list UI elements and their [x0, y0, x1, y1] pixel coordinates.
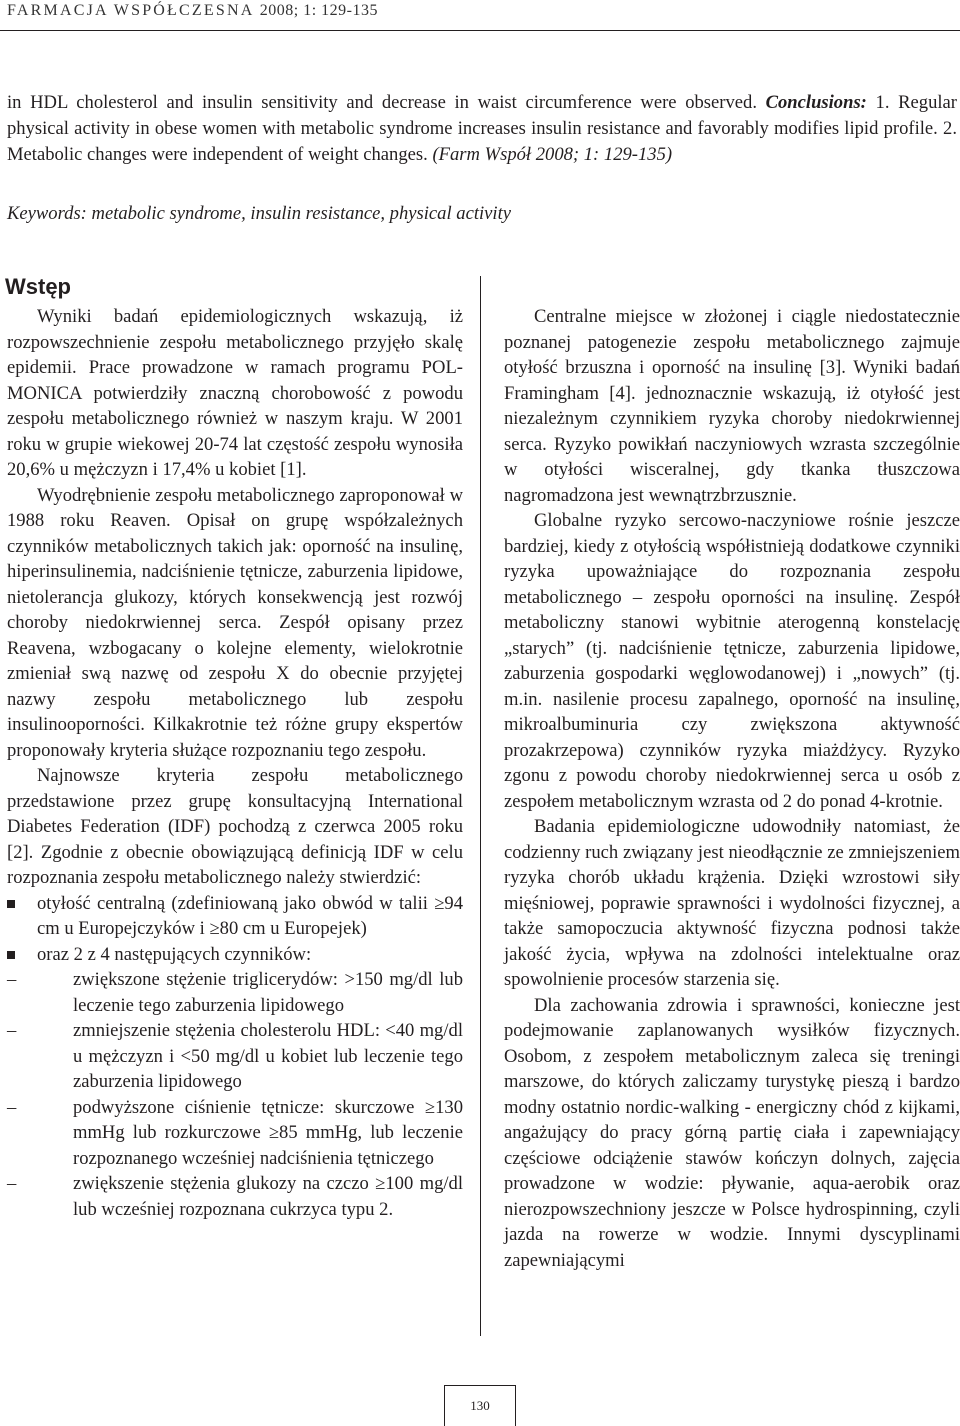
list-item-text: podwyższone ciśnienie tętnicze: skurczowe ≥130 mmHg lub rozkurczowe ≥85 mmHg, lub leczenie rozpoznanego wcześniej nadciśnienia tętniczego [73, 1096, 463, 1169]
square-bullet-icon [7, 951, 15, 959]
list-item-text: zmniejszenie stężenia cholesterolu HDL: <40 mg/dl u mężczyzn i <50 mg/dl u kobiet lub leczenie tego zaburzenia lipidowego [73, 1020, 463, 1092]
left-column [7, 304, 463, 1222]
right-column [504, 304, 960, 1273]
abstract-text [7, 90, 957, 168]
abstract-start: in HDL cholesterol and insulin sensitivity and decrease in waist circumference were observed. [7, 92, 766, 113]
journal-volume: 2008; 1: 129-135 [259, 2, 378, 19]
list-item [7, 1018, 463, 1095]
dash-bullet-icon: – [7, 969, 17, 990]
list-item-text: zwiększenie stężenia glukozy na czczo ≥100 mg/dl lub wcześniej rozpoznana cukrzyca typu 2. [73, 1173, 463, 1220]
journal-name: FARMACJA WSPÓŁCZESNA [7, 2, 254, 19]
list-item [7, 1171, 463, 1222]
keywords: Keywords: metabolic syndrome, insulin resistance, physical activity [7, 203, 512, 224]
dash-bullet-icon: – [7, 1096, 17, 1118]
section-title: Wstęp [5, 274, 71, 299]
factor-list [7, 967, 463, 1222]
paragraph: Badania epidemiologiczne udowodniły natomiast, że codzienny ruch związany jest nieodłącznie ze zmniejszeniem ryzyka chorób układu krążenia. Dzięki wzrostowi siły mięśniowej, poprawie sprawności i wydolności fizycznej, a także samopoczucia aktywność fizyczna podnosi także jakość życia, wpływa na zdolności intelektualne oraz spowolnienie procesów starzenia się. [504, 816, 960, 990]
header-rule [0, 30, 960, 31]
list-item [7, 967, 463, 1018]
paragraph: Wyodrębnienie zespołu metabolicznego zaproponował w 1988 roku Reaven. Opisał on grupę współzależnych czynników metabolicznych takich jak: oporność na insulinę, hiperinsulinemia, nadciśnienie tętnicze, zaburzenia lipidowe, nietolerancja glukozy, których konsekwencją jest rozwój choroby niedokrwiennej serca. Zespół opisany przez Reavena, wzbogacany o kolejne elementy, wielokrotnie zmieniał swą nazwę od zespołu X do obecnie przyjętej nazwy zespołu metabolicznego lub zespołu insulinooporności. Kilkakrotnie też różne grupy ekspertów proponowały kryteria służące rozpoznaniu tego zespołu. [7, 484, 463, 761]
list-item-text: zwiększone stężenie triglicerydów: >150 mg/dl lub leczenie tego zaburzenia lipidowego [73, 969, 463, 1016]
column-divider [480, 276, 481, 1336]
paragraph: Globalne ryzyko sercowo-naczyniowe rośnie jeszcze bardziej, kiedy z otyłością współistnieją dodatkowe czynniki ryzyka upoważniające do rozpoznania zespołu metabolicznego – zespołu oporności na insulinę. Zespół metaboliczny stanowi wybitnie aterogenną konstelację „starych” (tj. nadciśnienie tętnicze, zaburzenia lipidowe, zaburzenia gospodarki węglowodanowej) i „nowych” (tj. m.in. nasilenie procesu zapalnego, oporność na insulinę, mikroalbuminuria czy zwiększona aktywność prozakrzepowa) czynników ryzyka miażdżycy. Ryzyko zgonu z powodu choroby niedokrwiennej serca u osób z zespołem metabolicznym wzrasta od 2 do ponad 4-krotnie. [504, 510, 960, 812]
list-item-text: otyłość centralną (zdefiniowaną jako obwód w talii ≥94 cm u Europejczyków i ≥80 cm u Europejek) [37, 892, 463, 939]
abstract-citation: (Farm Współ 2008; 1: 129-135) [432, 144, 673, 165]
square-bullet-icon [7, 900, 15, 908]
dash-bullet-icon: – [7, 1173, 17, 1194]
paragraph: Dla zachowania zdrowia i sprawności, konieczne jest podejmowanie zaplanowanych wysiłków fizycznych. Osobom, z zespołem metabolicznym zaleca się treningi marszowe, do których zaliczamy turystykę pieszą i bardzo modny ostatnio nordic-walking - energiczny chód z kijkami, angażujący do pracy górną partię ciała i zapewniający częściowe odciążenie stawów kończyn dolnych, zajęcia prowadzone w wodzie: pływanie, aqua-aerobik oraz nierozpowszechniony jeszcze w Polsce hydrospinning, czyli jazda na rowerze w wodzie. Innymi dyscyplinami zapewniającymi [504, 994, 960, 1271]
abstract-end: 1. Regular physical activity in obese women with metabolic syndrome increases insulin resistance and favorably modifies lipid profile. 2. Metabolic changes were independent of weight changes. [7, 92, 957, 165]
list-item [7, 942, 463, 1223]
list-item [7, 891, 463, 942]
conclusions-label: Conclusions: [765, 92, 867, 113]
running-head [7, 2, 378, 20]
criteria-list [7, 891, 463, 1223]
dash-bullet-icon: – [7, 1020, 17, 1041]
paragraph: Centralne miejsce w złożonej i ciągle niedostatecznie poznanej patogenezie zespołu metabolicznego zajmuje otyłość brzuszna i oporność na insulinę [3]. Wyniki badań Framingham [4]. jednoznacznie wskazują, iż otyłość jest niezależnym czynnikiem ryzyka choroby niedokrwiennej serca. Ryzyko powikłań naczyniowych wzrasta szczególnie w otyłości wisceralnej, gdy tkanka tłuszczowa nagromadzona jest wewnątrzbrzusznie. [504, 306, 960, 506]
list-item-text: oraz 2 z 4 następujących czynników: [37, 943, 312, 965]
paragraph: Najnowsze kryteria zespołu metabolicznego przedstawione przez grupę konsultacyjną International Diabetes Federation (IDF) pochodzą z czerwca 2005 roku [2]. Zgodnie z obecnie obowiązującą definicją IDF w celu rozpoznania zespołu metabolicznego należy stwierdzić: [7, 765, 463, 888]
list-item [7, 1095, 463, 1172]
paragraph: Wyniki badań epidemiologicznych wskazują, iż rozpowszechnienie zespołu metabolicznego przyjęło skalę epidemii. Prace prowadzone w ramach programu POL-MONICA potwierdziły znaczną chorobowość z powodu zespołu metabolicznego również w naszym kraju. W 2001 roku w grupie wiekowej 20-74 lat częstość zespołu wynosiła 20,6% u mężczyzn i 17,4% u kobiet [1]. [7, 306, 463, 480]
page-number: 130 [470, 1398, 490, 1413]
